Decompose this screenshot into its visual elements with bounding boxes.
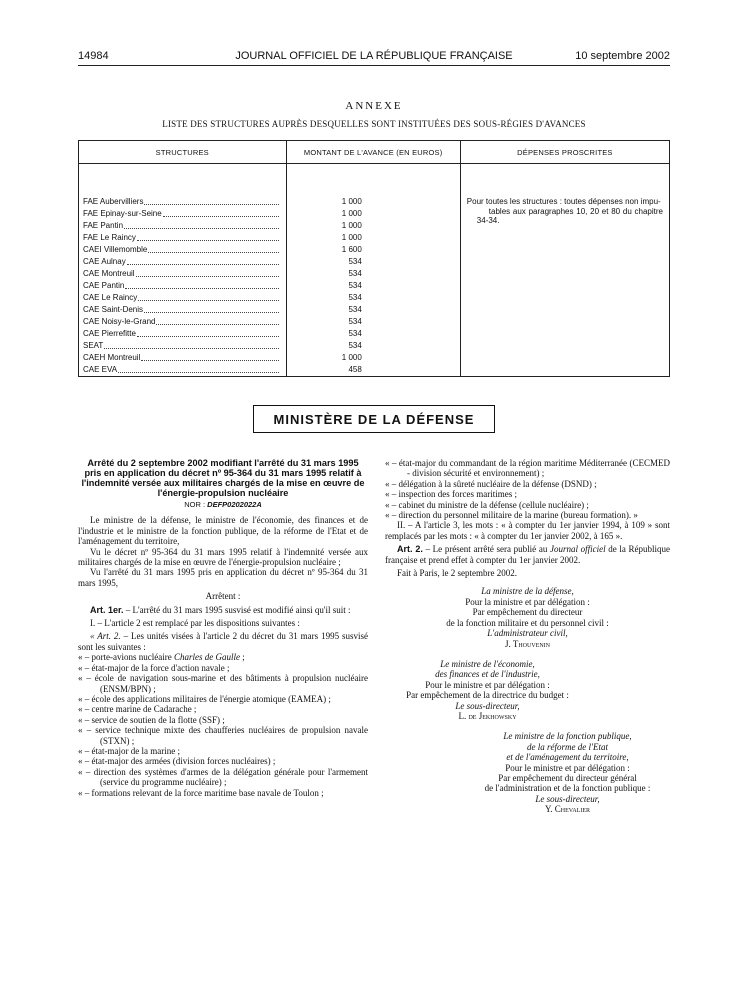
structure-row — [79, 196, 286, 208]
issue-date: 10 septembre 2002 — [575, 50, 670, 62]
delegation-line: Pour le ministre et par délégation : — [425, 679, 550, 690]
delegation-line: Par empêchement du directeur — [472, 607, 583, 618]
arrete-intro: Le ministre de la défense, le ministre de l'économie, des finances et de l'industrie et le ministre de la fonction publique, de la réforme de l'Etat et de l'aménagement du territoire, — [78, 515, 368, 547]
proscribed-column — [460, 164, 669, 377]
structure-row — [79, 244, 286, 256]
structures-column — [79, 164, 287, 377]
annexe-subtitle: LISTE DES STRUCTURES AUPRÈS DESQUELLES SONT INSTITUÉES DES SOUS-RÉGIES D'AVANCES — [162, 119, 586, 129]
unit-list-item: « – porte-avions nucléaire Charles de Gaulle ; — [78, 652, 245, 663]
amount-value: 534 — [348, 257, 362, 266]
unit-list-item: « – école de navigation sous-marine et des bâtiments à propulsion nucléaire (ENSM/BPN) ; — [78, 673, 368, 694]
left-column — [78, 458, 368, 798]
leader-dots — [138, 292, 278, 301]
unit-list-item: « – état-major de la marine ; — [78, 745, 180, 756]
arrete-title: Arrêté du 2 septembre 2002 modifiant l'arrêté du 31 mars 1995 pris en application du décret nº 95-364 du 31 mars 1995 relatif à l'indemnité versée aux militaires chargés de la mise en œuvre de l'énergie-propulsion nucléaire — [81, 458, 365, 498]
signatory-title: La ministre de la défense, — [481, 586, 574, 597]
structure-name: FAE Le Raincy — [83, 233, 136, 242]
header-rule — [78, 65, 670, 66]
amount-value: 534 — [348, 341, 362, 350]
unit-list-item: « – direction des systèmes d'armes de la délégation générale pour l'armement (service du programme nucléaire) ; — [78, 766, 368, 788]
amount-value: 534 — [348, 269, 362, 278]
signatory-role: Le sous-directeur, — [455, 700, 520, 711]
leader-dots — [137, 328, 279, 337]
leader-dots — [125, 280, 278, 289]
signatory-title: Le ministre de la fonction publique, — [503, 731, 632, 742]
structure-name: CAE Pantin — [83, 281, 125, 290]
ministry-title: MINISTÈRE DE LA DÉFENSE — [273, 411, 475, 427]
amount-value: 458 — [348, 365, 362, 374]
unit-list-item: « – cabinet du ministre de la défense (cellule nucléaire) ; — [385, 499, 589, 510]
page-number: 14984 — [78, 50, 109, 62]
unit-list-item: « – école des applications militaires de l'énergie atomique (EAMEA) ; — [78, 693, 331, 704]
journal-title: JOURNAL OFFICIEL DE LA RÉPUBLIQUE FRANÇAISE — [235, 50, 513, 62]
structure-row — [79, 292, 286, 304]
amount-value: 1 000 — [341, 233, 362, 242]
ministry-heading — [253, 405, 495, 433]
proscribed-text: Pour toutes les structures : toutes dépenses non impu- tables aux paragraphes 10, 20 et 80 du chapitre 34-34. — [466, 197, 663, 225]
vu-decret: Vu le décret nº 95-364 du 31 mars 1995 relatif à l'indemnité versée aux militaires chargés de la mise en œuvre de l'énergie-propulsion nucléaire ; — [78, 546, 368, 568]
unit-list-item: « – état-major du commandant de la région maritime Méditerranée (CECMED - division sécurité et environnement) ; — [385, 458, 670, 479]
structure-name: SEAT — [83, 341, 104, 350]
structure-row — [79, 352, 286, 364]
leader-dots — [141, 352, 278, 361]
leader-dots — [118, 364, 278, 373]
structure-name: CAE Noisy-le-Grand — [83, 317, 156, 326]
amount-value: 1 600 — [341, 245, 362, 254]
leader-dots — [136, 268, 279, 277]
signature-block — [385, 586, 670, 648]
signatory-name: J. Thouvenin — [505, 638, 550, 649]
unit-list-item: « – service de soutien de la flotte (SSF) ; — [78, 714, 225, 725]
signatory-role: Le sous-directeur, — [535, 793, 600, 804]
structure-name: CAE Montreuil — [83, 269, 135, 278]
amount-value: 534 — [348, 317, 362, 326]
signature-block — [425, 731, 710, 814]
structure-name: CAE Pierrefitte — [83, 329, 136, 338]
delegation-line: de la fonction militaire et du personnel civil : — [446, 617, 609, 628]
amount-value: 1 000 — [341, 209, 362, 218]
signatory-title: et de l'aménagement du territoire, — [506, 752, 629, 763]
header-structures: STRUCTURES — [79, 141, 287, 164]
right-column — [385, 458, 670, 815]
signatures — [385, 586, 670, 814]
section-1: I. – L'article 2 est remplacé par les dispositions suivantes : — [90, 618, 300, 629]
leader-dots — [156, 316, 278, 325]
structure-name: CAEH Montreuil — [83, 353, 141, 362]
vu-arrete: Vu l'arrêté du 31 mars 1995 pris en application du décret nº 95-364 du 31 mars 1995, — [78, 567, 368, 588]
structure-row — [79, 364, 286, 376]
article-2-quote: « Art. 2. – Les unités visées à l'article 2 du décret du 31 mars 1995 susvisé sont les suivantes : — [78, 631, 368, 652]
leader-dots — [148, 244, 278, 253]
unit-list-right — [385, 458, 670, 520]
article-1: Art. 1er. – L'arrêté du 31 mars 1995 susvisé est modifié ainsi qu'il suit : — [90, 604, 351, 615]
amount-value: 534 — [348, 293, 362, 302]
annexe-title: ANNEXE — [345, 100, 403, 112]
delegation-line: de l'administration et de la fonction publique : — [484, 783, 651, 794]
structure-name: FAE Pantin — [83, 221, 124, 230]
section-2: II. – A l'article 3, les mots : « à compter du 1er janvier 1994, à 109 » sont remplacés par les mots : « à compter du 1er janvier 2002, à 165 ». — [385, 520, 670, 541]
leader-dots — [104, 340, 278, 349]
unit-list-item: « – état-major des armées (division forces nucléaires) ; — [78, 756, 276, 767]
unit-list-item: « – état-major de la force d'action navale ; — [78, 662, 230, 673]
structure-row — [79, 208, 286, 220]
structure-name: CAE Le Raincy — [83, 293, 138, 302]
leader-dots — [124, 220, 278, 229]
structure-name: CAE Aulnay — [83, 257, 126, 266]
done-at: Fait à Paris, le 2 septembre 2002. — [397, 568, 517, 579]
arretent: Arrêtent : — [205, 591, 241, 602]
signatory-role: L'administrateur civil, — [487, 628, 568, 639]
delegation-line: Par empêchement de la directrice du budget : — [406, 690, 569, 701]
structure-row — [79, 232, 286, 244]
leader-dots — [144, 304, 278, 313]
leader-dots — [127, 256, 279, 265]
structure-row — [79, 340, 286, 352]
structures-table — [78, 140, 670, 377]
signatory-name: Y. Chevalier — [544, 804, 591, 815]
unit-list-item: « – service technique mixte des chaufferies nucléaires de propulsion navale (STXN) ; — [78, 725, 368, 746]
signatory-name: L. de Jekhowsky — [458, 710, 517, 721]
leader-dots — [137, 232, 279, 241]
structure-row — [79, 316, 286, 328]
amount-value: 1 000 — [341, 353, 362, 362]
structure-row — [79, 280, 286, 292]
amount-value: 1 000 — [341, 221, 362, 230]
amount-value: 1 000 — [341, 197, 362, 206]
unit-list-item: « – formations relevant de la force maritime base navale de Toulon ; — [78, 787, 324, 798]
delegation-line: Par empêchement du directeur général — [498, 772, 637, 783]
unit-list-item: « – délégation à la sûreté nucléaire de la défense (DSND) ; — [385, 478, 597, 489]
structure-row — [79, 328, 286, 340]
nor-reference: NOR : DEFP0202022A — [184, 500, 262, 509]
amount-value: 534 — [348, 305, 362, 314]
signatory-title: des finances et de l'industrie, — [435, 669, 540, 680]
structure-name: CAEI Villemomble — [83, 245, 148, 254]
delegation-line: Pour le ministre et par délégation : — [505, 762, 630, 773]
unit-list-item: « – direction du personnel militaire de la marine (bureau formation). » — [385, 510, 638, 521]
signatory-title: de la réforme de l'Etat — [527, 741, 608, 752]
delegation-line: Pour la ministre et par délégation : — [465, 596, 590, 607]
header-amount: MONTANT DE L'AVANCE (EN EUROS) — [286, 141, 460, 164]
structure-row — [79, 256, 286, 268]
structure-name: FAE Epinay-sur-Seine — [83, 209, 162, 218]
structure-row — [79, 304, 286, 316]
amount-value: 534 — [348, 329, 362, 338]
structure-name: CAE Saint-Denis — [83, 305, 144, 314]
article-2: Art. 2. – Le présent arrêté sera publié au Journal officiel de la République française et prend effet à compter du 1er janvier 2002. — [385, 544, 670, 565]
signatory-title: Le ministre de l'économie, — [440, 658, 535, 669]
amount-value: 534 — [348, 281, 362, 290]
amounts-column — [286, 164, 460, 377]
leader-dots — [163, 208, 279, 217]
unit-list-item: « – centre marine de Cadarache ; — [78, 704, 197, 715]
structure-row — [79, 268, 286, 280]
unit-list-item: « – inspection des forces maritimes ; — [385, 489, 517, 500]
structure-name: CAE EVA — [83, 365, 118, 374]
signature-block — [345, 659, 630, 721]
leader-dots — [144, 196, 278, 205]
structure-name: FAE Aubervilliers — [83, 197, 144, 206]
header-proscribed: DÉPENSES PROSCRITES — [460, 141, 669, 164]
unit-list-left — [78, 652, 368, 798]
structure-row — [79, 220, 286, 232]
